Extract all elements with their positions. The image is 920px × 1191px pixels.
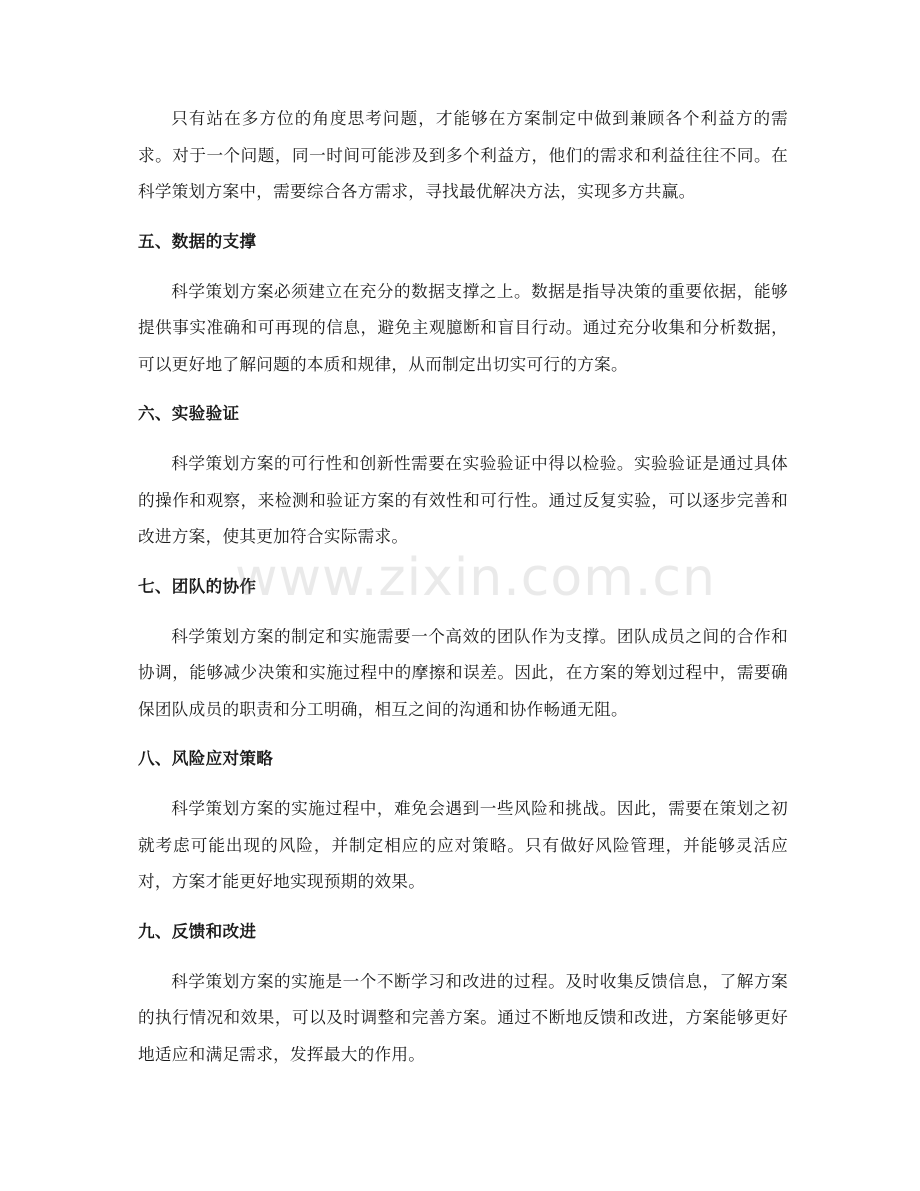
section-heading-5: 五、数据的支撑 (138, 231, 257, 251)
document-page (138, 101, 788, 1073)
watermark: www.zixin.com.cn (235, 548, 716, 608)
section-body-6: 科学策划方案的可行性和创新性需要在实验验证中得以检验。实验验证是通过具体的操作和观察，来检测和验证方案的有效性和可行性。通过反复实验，可以逐步完善和改进方案，使其更加符合实际需求。 (138, 454, 788, 546)
section-body-5: 科学策划方案必须建立在充分的数据支撑之上。数据是指导决策的重要依据，能够提供事实准确和可再现的信息，避免主观臆断和盲目行动。通过充分收集和分析数据，可以更好地了解问题的本质和规律，从而制定出切实可行的方案。 (138, 281, 788, 374)
section-heading-8: 八、风险应对策略 (138, 749, 274, 768)
section-body-8: 科学策划方案的实施过程中，难免会遇到一些风险和挑战。因此，需要在策划之初就考虑可能出现的风险，并制定相应的应对策略。只有做好风险管理，并能够灵活应对，方案才能更好地实现预期的效果。 (138, 799, 788, 891)
section-body-7: 科学策划方案的制定和实施需要一个高效的团队作为支撑。团队成员之间的合作和协调，能够减少决策和实施过程中的摩擦和误差。因此，在方案的筹划过程中，需要确保团队成员的职责和分工明确，相互之间的沟通和协作畅通无阻。 (138, 626, 788, 719)
section-heading-9: 九、反馈和改进 (138, 921, 257, 941)
section-heading-6: 六、实验验证 (138, 404, 240, 423)
section-heading-7: 七、团队的协作 (138, 576, 257, 596)
intro-paragraph: 只有站在多方位的角度思考问题，才能够在方案制定中做到兼顾各个利益方的需求。对于一个问题，同一时间可能涉及到多个利益方，他们的需求和利益往往不同。在科学策划方案中，需要综合各方需求，寻找最优解决方法，实现多方共赢。 (138, 109, 788, 201)
section-body-9: 科学策划方案的实施是一个不断学习和改进的过程。及时收集反馈信息，了解方案的执行情况和效果，可以及时调整和完善方案。通过不断地反馈和改进，方案能够更好地适应和满足需求，发挥最大的作用。 (138, 971, 788, 1064)
